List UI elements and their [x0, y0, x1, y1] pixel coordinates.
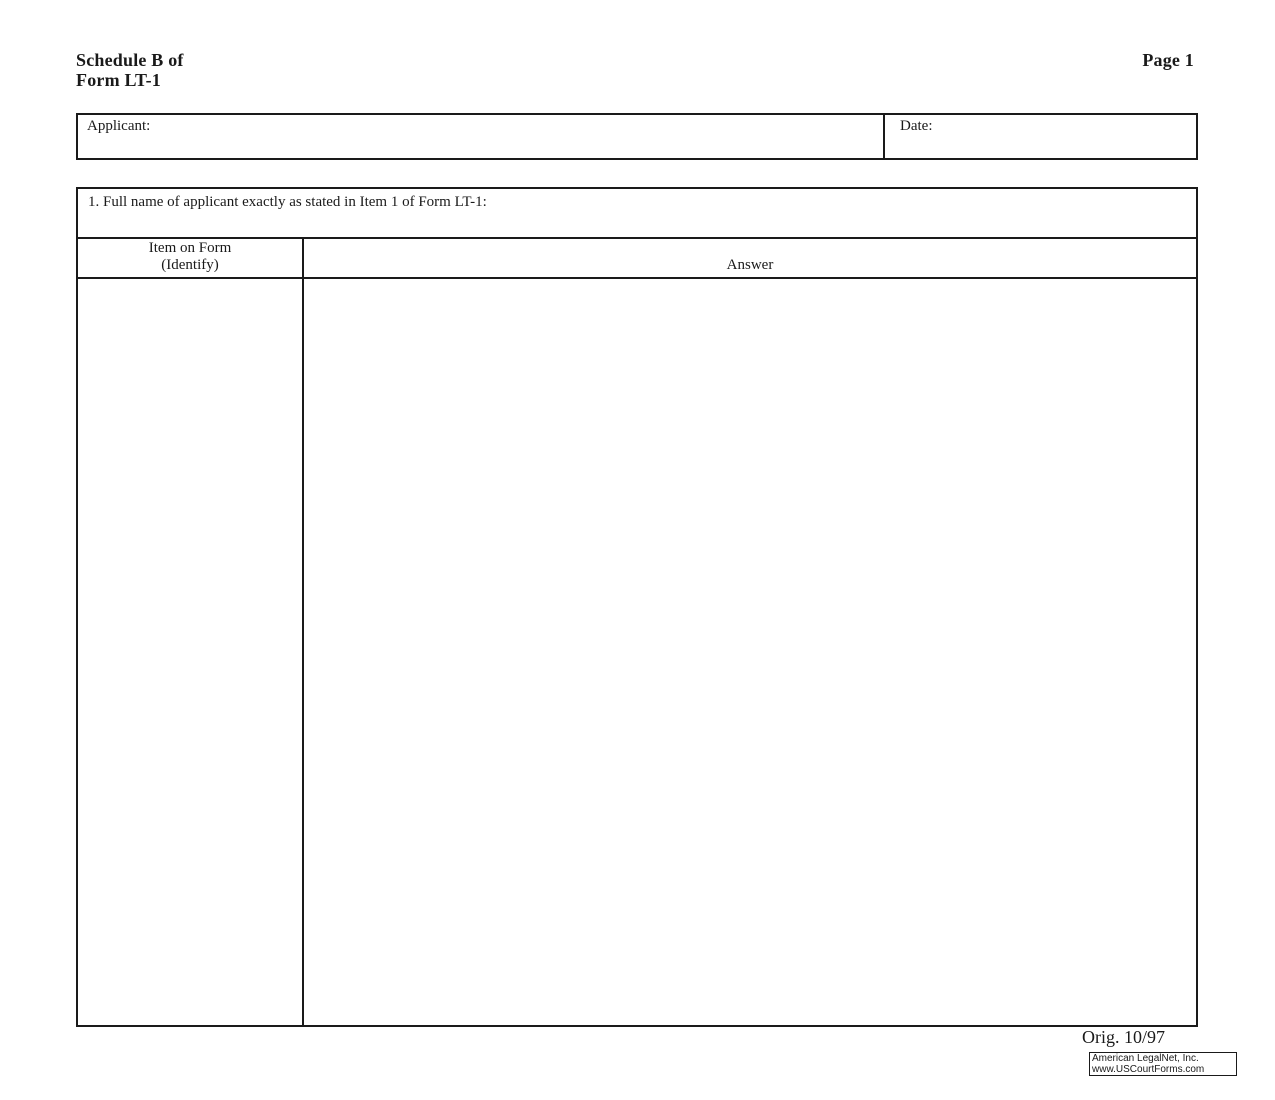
date-field[interactable] [885, 115, 1196, 158]
schedule-table [76, 187, 1198, 1027]
item-column-header [78, 239, 304, 277]
applicant-date-box [76, 113, 1198, 160]
item-column-header-line1: Item on Form [148, 240, 232, 256]
publisher-name: American LegalNet, Inc. [1092, 1053, 1199, 1064]
item-column-field[interactable] [78, 279, 304, 1025]
table-header-row [78, 239, 1196, 279]
applicant-label: Applicant: [87, 118, 151, 134]
publisher-stamp [1089, 1052, 1237, 1076]
answer-column-header: Answer [726, 257, 774, 273]
form-title [76, 50, 184, 90]
date-label: Date: [900, 118, 933, 134]
answer-column-field[interactable] [304, 279, 1196, 1025]
form-title-line1: Schedule B of [76, 50, 184, 70]
form-title-line2: Form LT-1 [76, 70, 161, 90]
item-column-header-line2: (Identify) [161, 257, 219, 273]
question-1-text: 1. Full name of applicant exactly as stated in Item 1 of Form LT-1: [88, 194, 487, 210]
page-number: Page 1 [1142, 50, 1194, 70]
applicant-field[interactable] [78, 115, 885, 158]
publisher-url: www.USCourtForms.com [1092, 1064, 1205, 1075]
question-1-row[interactable] [78, 189, 1196, 239]
table-body [78, 279, 1196, 1025]
revision-date: Orig. 10/97 [1082, 1027, 1165, 1047]
